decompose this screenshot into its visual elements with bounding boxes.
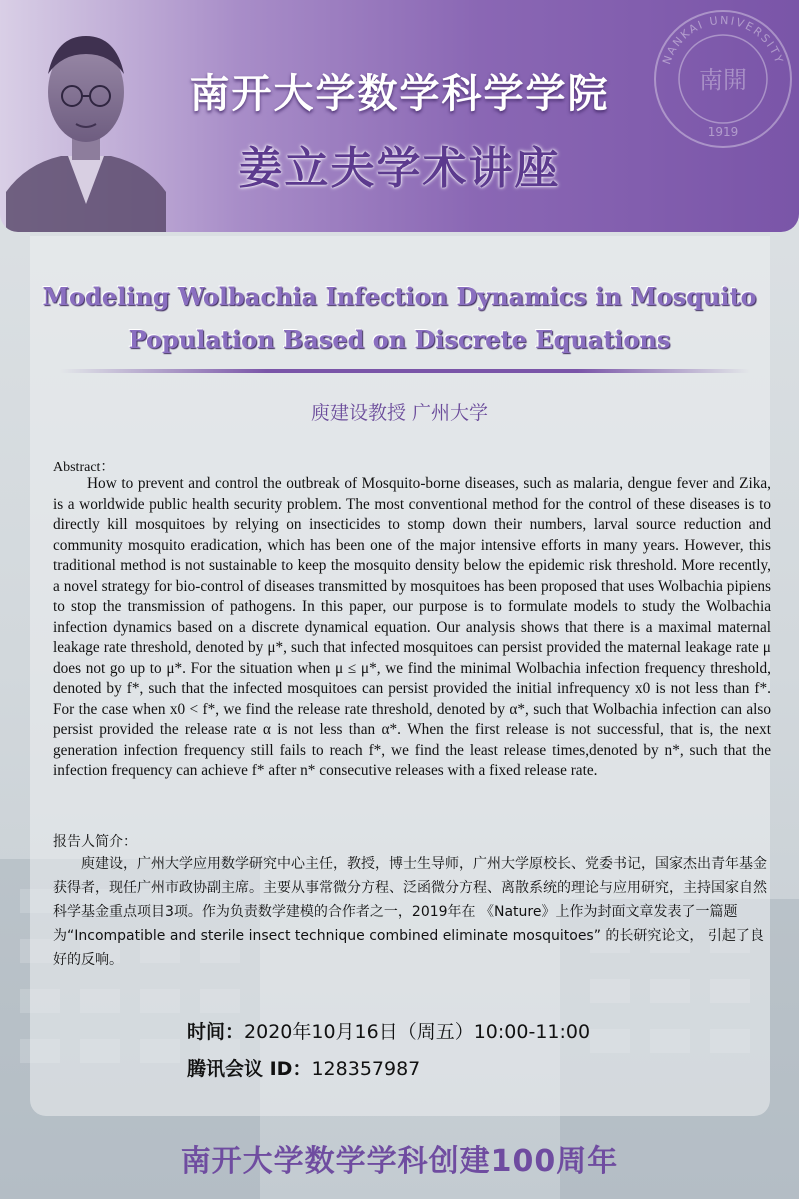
meeting-label: 腾讯会议 ID： (187, 1058, 312, 1080)
talk-title-line1: Modeling Wolbachia Infection Dynamics in Mosquito (42, 282, 757, 311)
school-name: 南开大学数学科学学院 (189, 71, 610, 117)
time-label: 时间： (187, 1021, 245, 1043)
title-divider (60, 369, 750, 373)
speaker-bio-label: 报告人简介： (53, 834, 137, 850)
speaker-name: 庾建设教授 广州大学 (310, 402, 489, 424)
anniversary-footer: 南开大学数学学科创建100周年 (180, 1144, 619, 1179)
seal-top-text: NANKAI UNIVERSITY (660, 13, 786, 67)
poster-header (0, 0, 799, 232)
seal-year: 1919 (707, 125, 739, 139)
abstract-label: Abstract： (53, 460, 115, 475)
meeting-value: 128357987 (311, 1058, 421, 1080)
seal-center-text: 南開 (699, 66, 747, 94)
time-value: 2020年10月16日（周五）10:00-11:00 (244, 1021, 591, 1043)
speaker-bio-text: 庾建设，广州大学应用数学研究中心主任，教授，博士生导师，广州大学原校长、党委书记，国家杰出青年基金获得者，现任广州市政协副主席。主要从事常微分方程、泛函微分方程、离散系统的理论与应用研究，主持国家自然科学基金重点项目3项。作为负责数学建模的合作者之一，2019年在 《Nature》上作为封面文章发表了一篇题为“Incompatible and sterile insect technique combined eliminate mosquitoes” 的长研究论文， 引起了良好的反响。 (53, 856, 767, 968)
meeting-id (187, 1054, 420, 1081)
lecture-series-title: 姜立夫学术讲座 (238, 143, 561, 194)
talk-title-line2: Population Based on Discrete Equations (128, 325, 671, 354)
event-time (187, 1017, 590, 1044)
portrait-image (6, 14, 166, 232)
abstract-text: How to prevent and control the outbreak of Mosquito-borne diseases, such as malaria, dengue fever and Zika, is a worldwide public health security problem. The most conventional method for the control of these diseases is to directly kill mosquitoes by relying on insecticides to stomp down their numbers, larval source reduction and community mosquito eradication, which has been one of the major intensive efforts in many years. However, this traditional method is not sustainable to keep the mosquito density below the epidemic risk threshold. More recently, a novel strategy for bio-control of diseases transmitted by mosquitoes has been proposed that uses Wolbachia pipiens to stop the transmission of pathogens. In this paper, our purpose is to formulate models to study the Wolbachia infection dynamics based on a discrete dynamical equation. Our analysis shows that there is a maximal maternal leakage rate threshold, denoted by μ*, such that infected mosquitoes can persist provided the maternal leakage rate μ does not go up to μ*. For the situation when μ ≤ μ*, we find the minimal Wolbachia infection frequency threshold, denoted by f*, such that the infected mosquitoes can persist provided the initial infrequency x0 is not less than f*. For the case when x0 < f*, we find the release rate threshold, denoted by α*, such that Wolbachia infection can also persist provided the release rate α is not less than α*. When the first release is not successful, that is, the next generation infection frequency still fails to reach f*, we find the least release times,denoted by n*, such that the infection frequency can achieve f* after n* consecutive releases with a fixed release rate. (53, 475, 771, 779)
svg-text:NANKAI UNIVERSITY (660, 14, 786, 66)
